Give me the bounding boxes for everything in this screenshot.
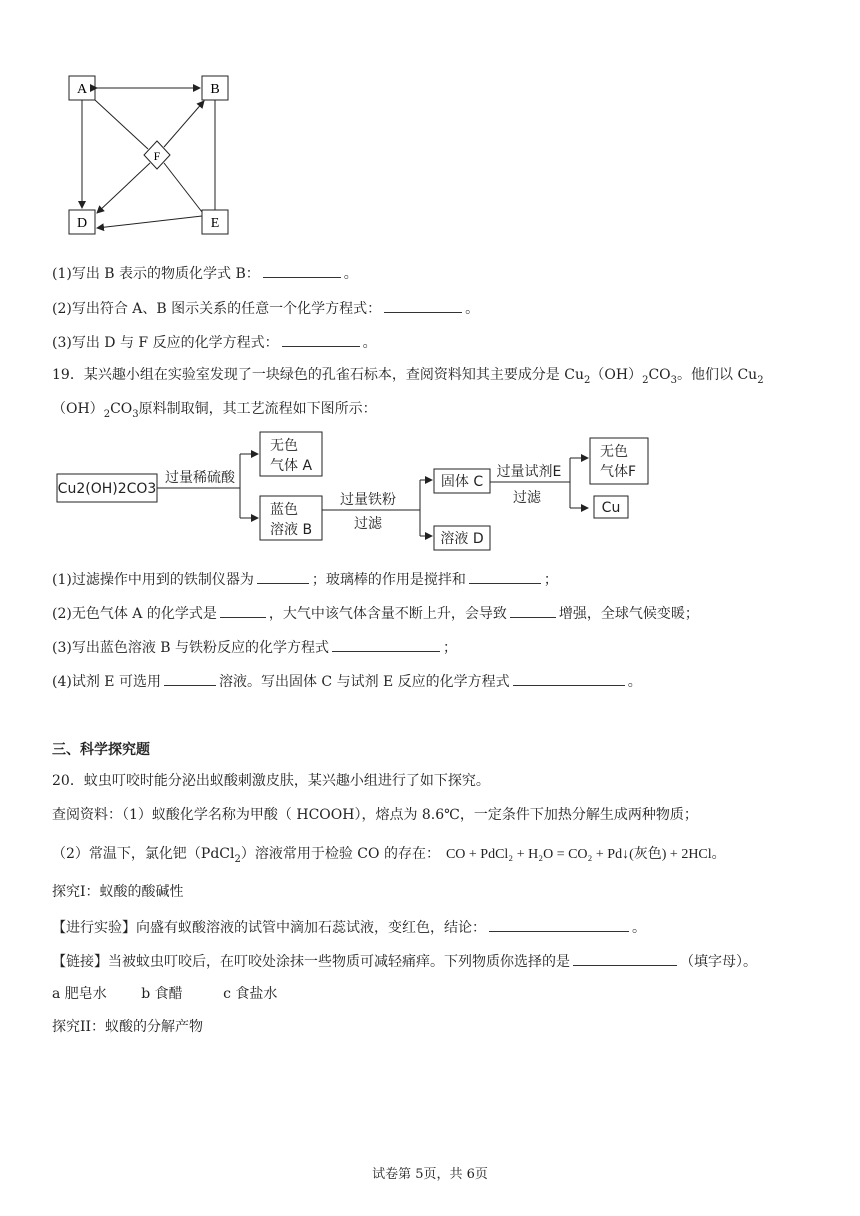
option-c[interactable]: c 食盐水 bbox=[223, 986, 278, 1002]
step3-label-1: 过量试剂E bbox=[496, 464, 562, 480]
link-line: 【链接】当被蚊虫叮咬后，在叮咬处涂抹一些物质可减轻痛痒。下列物质你选择的是 （填字母）。 bbox=[52, 951, 757, 971]
gas-a-line1: 无色 bbox=[270, 438, 298, 454]
q18-part1: (1)写出 B 表示的物质化学式 B： 。 bbox=[52, 263, 358, 283]
q19-intro-line1: 19．某兴趣小组在实验室发现了一块绿色的孔雀石标本，查阅资料知其主要成分是 $Cu_2(OH)_2CO_3$。他们以 $Cu_2$ bbox=[52, 367, 764, 386]
node-e-label: E bbox=[210, 216, 220, 231]
solid-c-label: 固体 C bbox=[440, 474, 484, 490]
q19-part4: (4)试剂 E 可选用 溶液。写出固体 C 与试剂 E 反应的化学方程式 。 bbox=[52, 671, 642, 691]
step2-label-1: 过量铁粉 bbox=[340, 492, 396, 508]
q19-intro-line2: $(OH)_2CO_3$原料制取铜，其工艺流程如下图所示： bbox=[52, 401, 377, 420]
page-footer: 试卷第 5页，共 6页 bbox=[372, 1167, 488, 1182]
node-f-label: F bbox=[153, 149, 161, 163]
q19-part3: (3)写出蓝色溶液 B 与铁粉反应的化学方程式 ； bbox=[52, 637, 457, 657]
answer-blank[interactable] bbox=[332, 637, 440, 652]
answer-blank[interactable] bbox=[513, 671, 625, 686]
answer-blank[interactable] bbox=[282, 332, 360, 347]
experiment-line: 【进行实验】向盛有蚁酸溶液的试管中滴加石蕊试液，变红色，结论： 。 bbox=[52, 917, 646, 937]
process-flow-diagram bbox=[50, 430, 670, 555]
q19-part1: (1)过滤操作中用到的铁制仪器为 ；玻璃棒的作用是搅拌和 ； bbox=[52, 569, 558, 589]
gas-f-line1: 无色 bbox=[600, 444, 628, 460]
step1-label: 过量稀硫酸 bbox=[165, 470, 235, 486]
answer-blank[interactable] bbox=[164, 671, 216, 686]
solution-b-line2: 溶液 B bbox=[270, 522, 313, 538]
q19-part2: (2)无色气体 A 的化学式是 ，大气中该气体含量不断上升，会导致 增强，全球气候变暖； bbox=[52, 603, 699, 623]
option-b[interactable]: b 食醋 bbox=[141, 986, 183, 1002]
answer-blank[interactable] bbox=[263, 263, 341, 278]
step3-label-2: 过滤 bbox=[513, 490, 541, 506]
solution-b-line1: 蓝色 bbox=[270, 502, 298, 518]
node-a-label: A bbox=[76, 82, 88, 97]
options-line bbox=[52, 985, 277, 1003]
section-title: 三、科学探究题 bbox=[52, 742, 150, 758]
reference-1: 查阅资料：（1）蚁酸化学名称为甲酸（ HCOOH），熔点为 8.6℃，一定条件下加热分解生成两种物质； bbox=[52, 807, 698, 823]
explore-2-heading: 探究II：蚁酸的分解产物 bbox=[52, 1019, 204, 1035]
answer-blank[interactable] bbox=[257, 569, 309, 584]
explore-1-heading: 探究I：蚁酸的酸碱性 bbox=[52, 884, 184, 900]
q18-part2: (2)写出符合 A、B 图示关系的任意一个化学方程式： 。 bbox=[52, 298, 479, 318]
node-d-label: D bbox=[76, 216, 88, 231]
answer-blank[interactable] bbox=[384, 298, 462, 313]
answer-blank[interactable] bbox=[220, 603, 266, 618]
answer-blank[interactable] bbox=[573, 951, 677, 966]
answer-blank[interactable] bbox=[469, 569, 541, 584]
gas-a-line2: 气体 A bbox=[270, 458, 313, 474]
step2-label-2: 过滤 bbox=[354, 516, 382, 532]
q20-intro: 20．蚊虫叮咬时能分泌出蚁酸刺激皮肤，某兴趣小组进行了如下探究。 bbox=[52, 773, 490, 789]
option-a[interactable]: a 肥皂水 bbox=[52, 986, 107, 1002]
cu-label: Cu bbox=[601, 500, 621, 516]
start-label: Cu2(OH)2CO3 bbox=[57, 481, 157, 497]
relationship-diagram bbox=[60, 68, 240, 243]
solution-d-label: 溶液 D bbox=[440, 531, 484, 547]
answer-blank[interactable] bbox=[510, 603, 556, 618]
reference-2: （2）常温下，氯化钯（PdCl$_2$）溶液常用于检验 CO 的存在： CO + PdCl₂ + H₂O = CO₂ + Pd↓(灰色) + 2HCl。 bbox=[52, 846, 726, 865]
q18-part3: (3)写出 D 与 F 反应的化学方程式： 。 bbox=[52, 332, 377, 352]
node-b-label: B bbox=[210, 82, 220, 97]
answer-blank[interactable] bbox=[489, 917, 629, 932]
gas-f-line2: 气体F bbox=[600, 464, 637, 480]
chemical-equation: CO + PdCl₂ + H₂O = CO₂ + Pd↓(灰色) + 2HCl。 bbox=[445, 847, 726, 862]
